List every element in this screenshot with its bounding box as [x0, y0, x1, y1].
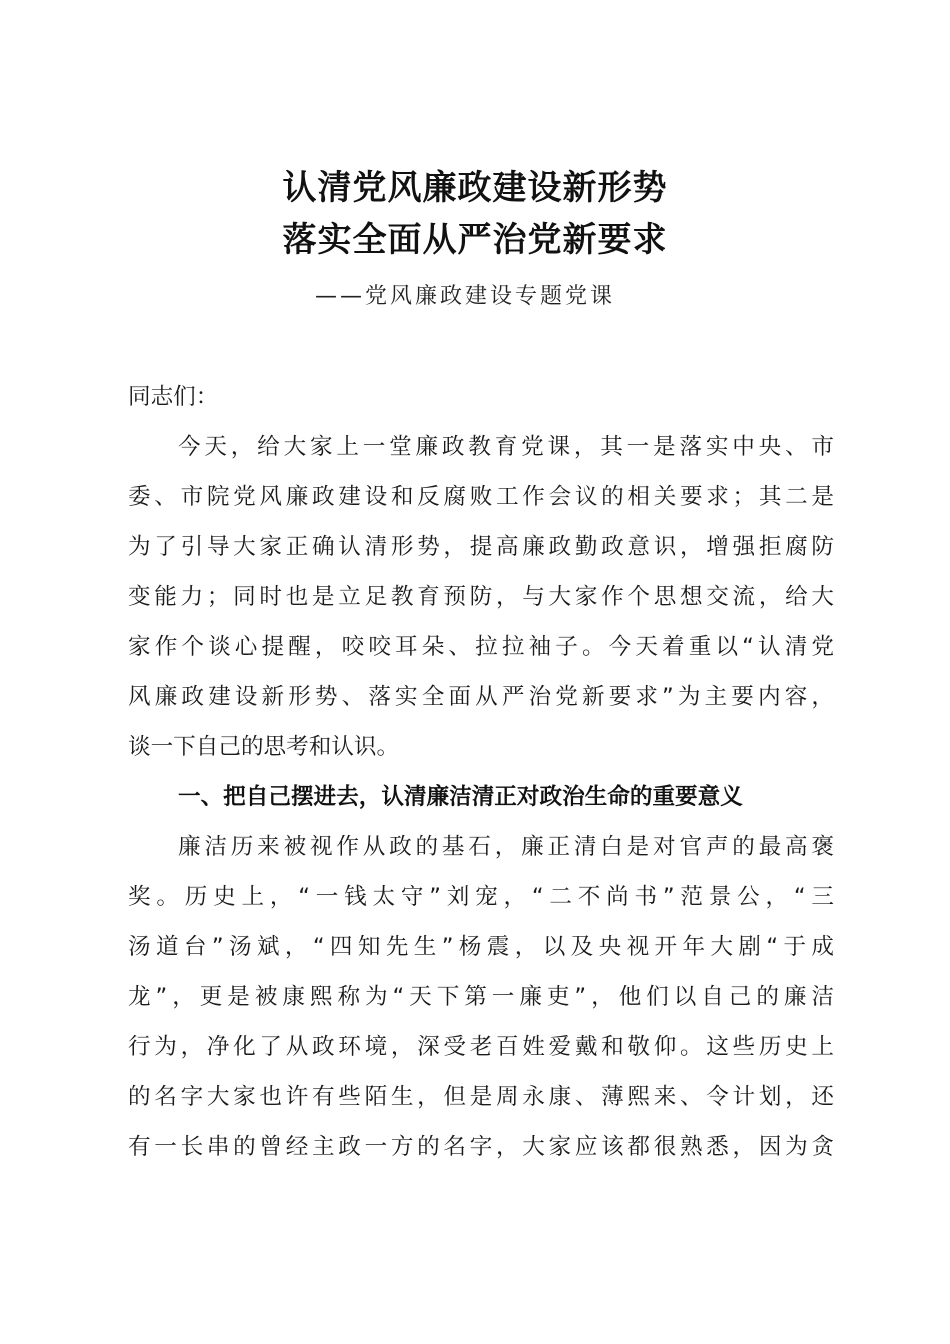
- paragraph-2-line: 奖。历史上，“一钱太守”刘宠，“二不尚书”范景公，“三: [128, 884, 834, 910]
- document-title-line-1: 认清党风廉政建设新形势: [282, 168, 668, 208]
- paragraph-2-line: 的名字大家也许有些陌生，但是周永康、薄熙来、令计划，还: [128, 1084, 834, 1110]
- paragraph-2-line: 行为，净化了从政环境，深受老百姓爱戴和敬仰。这些历史上: [128, 1034, 834, 1060]
- document-subtitle: ——党风廉政建设专题党课: [315, 284, 616, 309]
- paragraph-2-line: 廉洁历来被视作从政的基石，廉正清白是对官声的最高褒: [178, 834, 834, 860]
- paragraph-1-line: 今天，给大家上一堂廉政教育党课，其一是落实中央、市: [178, 434, 834, 460]
- paragraph-2-line: 有一长串的曾经主政一方的名字，大家应该都很熟悉，因为贪: [128, 1134, 834, 1160]
- paragraph-1-line: 家作个谈心提醒，咬咬耳朵、拉拉袖子。今天着重以“认清党: [128, 634, 834, 660]
- paragraph-1-line: 谈一下自己的思考和认识。: [128, 734, 400, 760]
- paragraph-2-line: 汤道台”汤斌，“四知先生”杨震，以及央视开年大剧“于成: [128, 934, 834, 960]
- document-title-line-2: 落实全面从严治党新要求: [282, 220, 668, 260]
- paragraph-1-line: 风廉政建设新形势、落实全面从严治党新要求”为主要内容，: [128, 684, 834, 710]
- paragraph-1-line: 为了引导大家正确认清形势，提高廉政勤政意识，增强拒腐防: [128, 534, 834, 560]
- greeting: 同志们：: [128, 384, 219, 410]
- section-1-heading: 一、把自己摆进去，认清廉洁清正对政治生命的重要意义: [178, 784, 743, 810]
- paragraph-1-line: 委、市院党风廉政建设和反腐败工作会议的相关要求；其二是: [128, 484, 834, 510]
- paragraph-1-line: 变能力；同时也是立足教育预防，与大家作个思想交流，给大: [128, 584, 834, 610]
- paragraph-2-line: 龙”，更是被康熙称为“天下第一廉吏”，他们以自己的廉洁: [128, 984, 834, 1010]
